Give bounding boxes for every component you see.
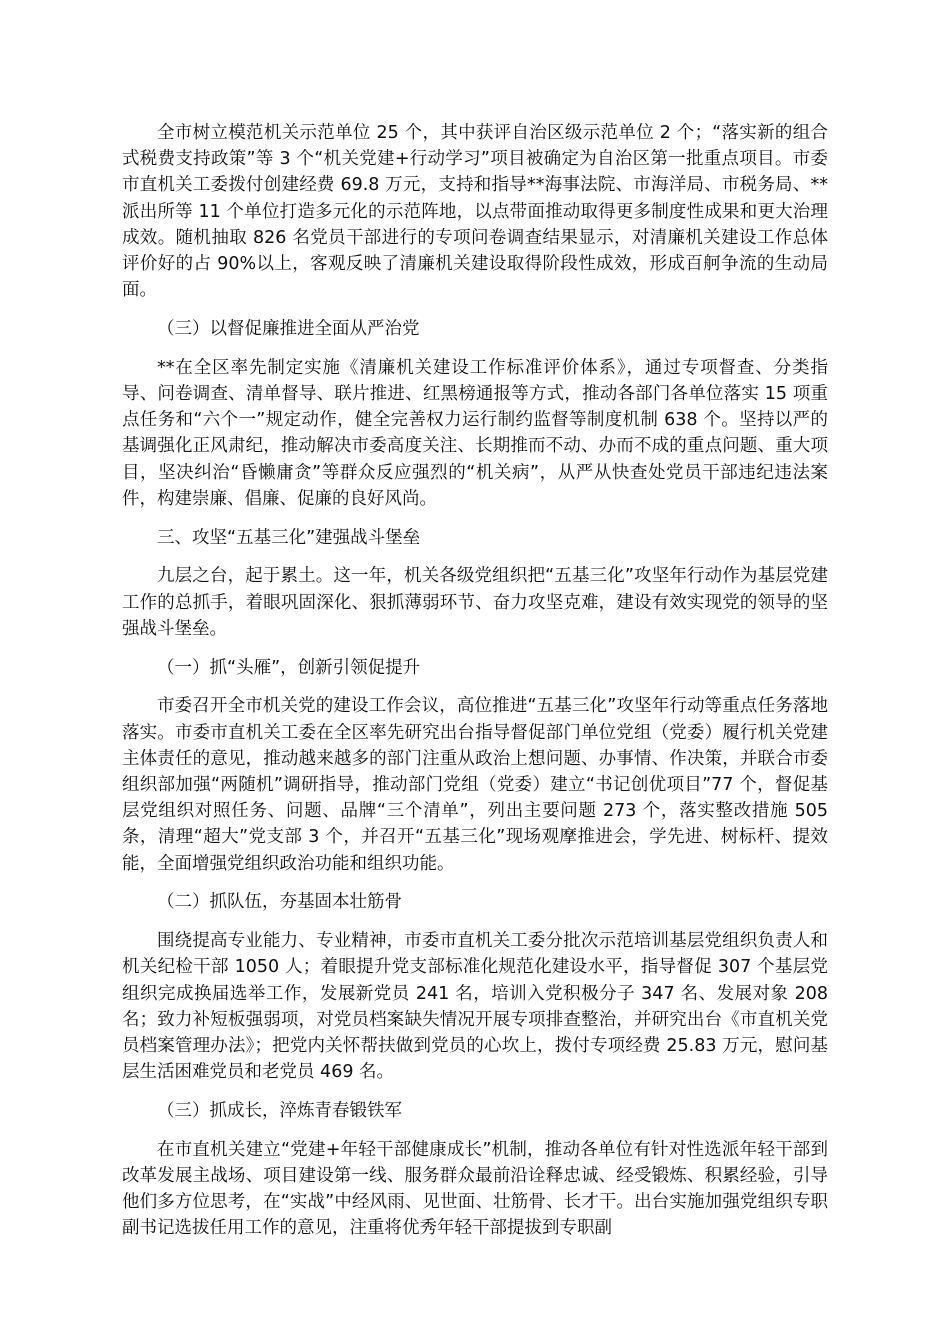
- section-subheading-team: （二）抓队伍，夯基固本壮筋骨: [157, 892, 402, 913]
- section-subheading-growth: （三）抓成长，淬炼青春锻铁军: [157, 1101, 402, 1122]
- body-paragraph-foundation: 九层之台，起于累土。这一年，机关各级党组织把“五基三化”攻坚年行动作为基层党建工作的总抓手，着眼巩固深化、狠抓薄弱环节、奋力攻坚克难，建设有效实现党的领导的坚强战斗堡垒。: [122, 566, 828, 639]
- body-paragraph-work-meeting: 市委召开全市机关党的建设工作会议，高位推进“五基三化”攻坚年行动等重点任务落地落实。市委市直机关工委在全区率先研究出台指导督促部门单位党组（党委）履行机关党建主体责任的意见，推动越来越多的部门注重从政治上想问题、办事情、作决策，并联合市委组织部加强“两随机”调研指导，推动部门党组（党委）建立“书记创优项目”77 个，督促基层党组织对照任务、问题、品牌“三个清单”，列出主要问题 273 个，落实整改措施 505 条，清理“超大”党支部 3 个，并召开“五基三化”现场观摩推进会，学先进、树标杆、提效能，全面增强党组织政治功能和组织功能。: [122, 696, 828, 874]
- section-subheading-supervision: （三）以督促廉推进全面从严治党: [157, 319, 420, 340]
- body-paragraph-training: 围绕提高专业能力、专业精神，市委市直机关工委分批次示范培训基层党组织负责人和机关纪检干部 1050 人；着眼提升党支部标准化规范化建设水平，指导督促 307 个基层党组织完成换届选举工作，发展新党员 241 名，培训入党积极分子 347 名、发展对象 208 名；致力补短板强弱项，对党员档案缺失情况开展专项排查整治，并研究出台《市直机关党员档案管理办法》；把党内关怀帮扶做到党员的心坎上，拨付专项经费 25.83 万元，慰问基层生活困难党员和老党员 469 名。: [122, 931, 828, 1083]
- body-paragraph-model-units: 全市树立模范机关示范单位 25 个，其中获评自治区级示范单位 2 个；“落实新的组合式税费支持政策”等 3 个“机关党建+行动学习”项目被确定为自治区第一批重点项目。市委市直机关工委拨付创建经费 69.8 万元，支持和指导**海事法院、市海洋局、市税务局、**派出所等 11 个单位打造多元化的示范阵地，以点带面推动取得更多制度性成果和更大治理成效。随机抽取 826 名党员干部进行的专项问卷调查结果显示，对清廉机关建设工作总体评价好的占 90%以上，客观反映了清廉机关建设取得阶段性成效，形成百舸争流的生动局面。: [122, 123, 828, 301]
- section-heading-three: 三、攻坚“五基三化”建强战斗堡垒: [157, 527, 421, 548]
- section-subheading-leaders: （一）抓“头雁”，创新引领促提升: [157, 657, 421, 678]
- body-paragraph-evaluation-system: **在全区率先制定实施《清廉机关建设工作标准评价体系》，通过专项督查、分类指导、问卷调查、清单督导、联片推进、红黑榜通报等方式，推动各部门各单位落实 15 项重点任务和“六个一”规定动作，健全完善权力运行制约监督等制度机制 638 个。坚持以严的基调强化正风肃纪，推动解决市委高度关注、长期推而不动、办而不成的重点问题、重大项目，坚决纠治“昏懒庸贪”等群众反应强烈的“机关病”，从严从快查处党员干部违纪违法案件，构建崇廉、倡廉、促廉的良好风尚。: [122, 357, 828, 509]
- body-paragraph-young-cadres: 在市直机关建立“党建+年轻干部健康成长”机制，推动各单位有针对性选派年轻干部到改革发展主战场、项目建设第一线、服务群众最前沿诠释忠诚、经受锻炼、积累经验，引导他们多方位思考，在“实战”中经风雨、见世面、壮筋骨、长才干。出台实施加强党组织专职副书记选拔任用工作的意见，注重将优秀年轻干部提拔到专职副: [122, 1139, 828, 1239]
